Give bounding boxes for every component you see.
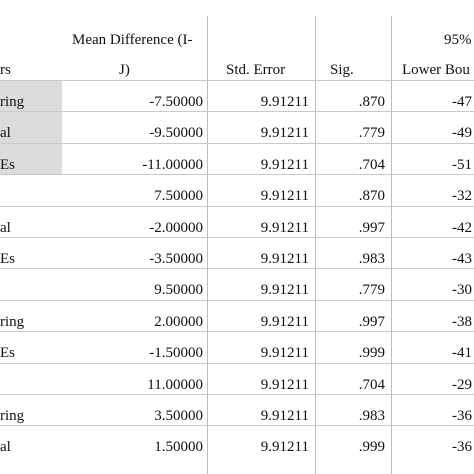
row-mean-difference: -3.50000 [149,251,203,267]
row-mean-difference: -9.50000 [149,125,203,141]
row-lower-bound: -41 [452,345,472,361]
row-sig: .704 [358,377,385,393]
row-lower-bound: -51 [452,157,472,173]
header-mean-difference-line1: Mean Difference (I- [72,32,193,48]
row-group-label: ring [0,94,25,110]
header-mean-difference-line2: J) [119,62,130,78]
row-divider [0,425,474,426]
row-std-error: 9.91211 [260,314,309,330]
row-std-error: 9.91211 [260,125,309,141]
header-left-fragment: rs [0,62,11,78]
row-lower-bound: -49 [452,125,472,141]
row-mean-difference: -11.00000 [142,157,203,173]
row-lower-bound: -42 [452,220,472,236]
row-divider [0,111,474,112]
row-std-error: 9.91211 [260,377,309,393]
row-divider [0,143,474,144]
row-sig: .870 [358,94,385,110]
row-group-label: al [0,125,11,141]
row-lower-bound: -36 [452,439,472,455]
row-sig: .779 [358,125,385,141]
row-sig: .997 [358,220,385,236]
row-group-label: ring [0,408,25,424]
header-lower-bound: Lower Bou [402,62,470,78]
row-lower-bound: -30 [452,282,472,298]
row-divider [0,300,474,301]
row-mean-difference: 9.50000 [154,282,203,298]
row-lower-bound: -38 [452,314,472,330]
row-std-error: 9.91211 [260,94,309,110]
row-mean-difference: 2.00000 [154,314,203,330]
row-group-label: Es [0,251,15,267]
row-divider [0,206,474,207]
row-sig: .997 [358,314,385,330]
row-sig: .779 [358,282,385,298]
row-divider [0,363,474,364]
row-std-error: 9.91211 [260,282,309,298]
row-lower-bound: -43 [452,251,472,267]
column-divider [391,16,392,474]
column-divider [207,16,208,474]
row-mean-difference: -1.50000 [149,345,203,361]
row-divider [0,237,474,238]
row-lower-bound: -32 [452,188,472,204]
row-mean-difference: 1.50000 [154,439,203,455]
row-group-label: ring [0,314,25,330]
row-lower-bound: -36 [452,408,472,424]
row-sig: .999 [358,345,385,361]
header-sig: Sig. [330,62,354,78]
row-sig: .704 [358,157,385,173]
row-divider [0,331,474,332]
row-divider [0,268,474,269]
row-lower-bound: -47 [452,94,472,110]
row-divider [0,394,474,395]
row-std-error: 9.91211 [260,220,309,236]
row-std-error: 9.91211 [260,439,309,455]
row-divider [0,174,474,175]
row-mean-difference: -7.50000 [149,94,203,110]
row-mean-difference: 3.50000 [154,408,203,424]
row-std-error: 9.91211 [260,251,309,267]
row-group-label: al [0,220,11,236]
row-divider [0,80,474,81]
row-std-error: 9.91211 [260,188,309,204]
row-mean-difference: -2.00000 [149,220,203,236]
row-std-error: 9.91211 [260,345,309,361]
row-mean-difference: 11.00000 [147,377,203,393]
row-group-label: Es [0,157,15,173]
row-sig: .983 [358,251,385,267]
row-std-error: 9.91211 [260,408,309,424]
row-std-error: 9.91211 [260,157,309,173]
header-std-error: Std. Error [226,62,286,78]
row-mean-difference: 7.50000 [154,188,203,204]
header-ci-label: 95% [444,32,472,48]
row-lower-bound: -29 [452,377,472,393]
row-sig: .983 [358,408,385,424]
row-sig: .870 [358,188,385,204]
row-sig: .999 [358,439,385,455]
row-group-label: Es [0,345,15,361]
column-divider [315,16,316,474]
row-group-label: al [0,439,11,455]
